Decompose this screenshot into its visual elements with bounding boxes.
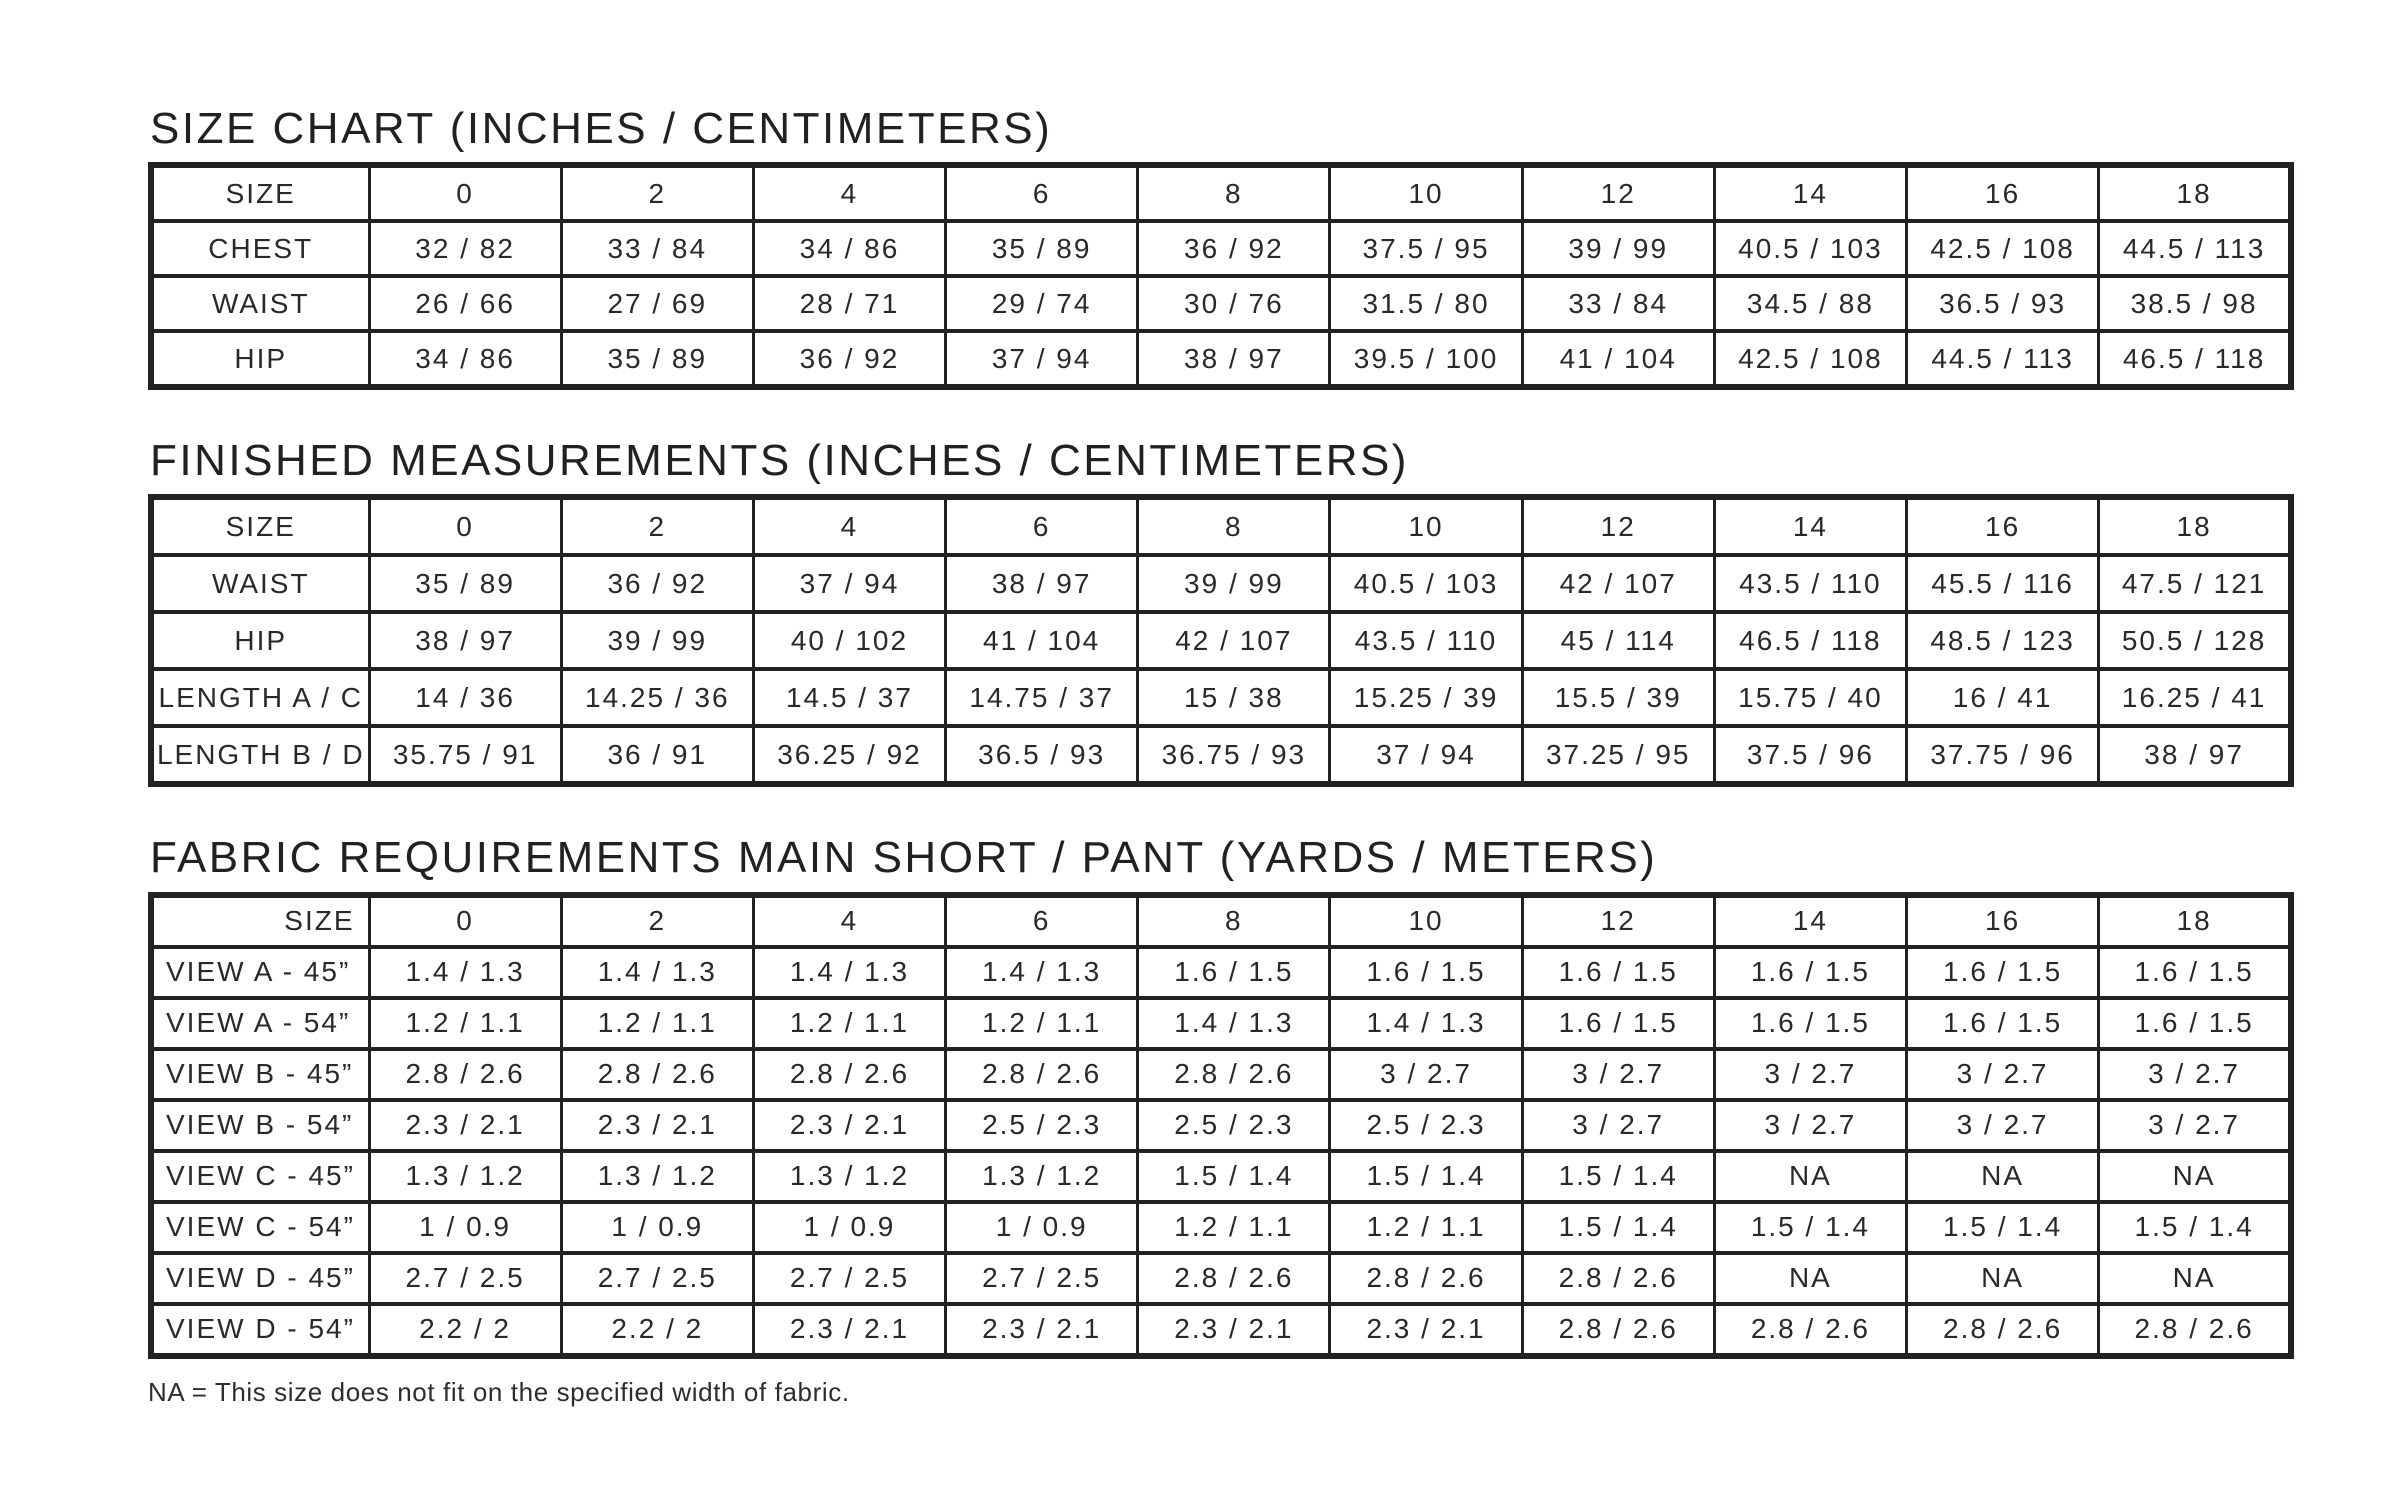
value-cell: 1.2 / 1.1 <box>946 998 1138 1049</box>
table-row <box>151 1100 2291 1151</box>
value-cell: 1.6 / 1.5 <box>1714 947 1906 998</box>
value-cell: 29 / 74 <box>946 276 1138 331</box>
value-cell: 36 / 92 <box>1138 221 1330 276</box>
table-row <box>151 669 2291 726</box>
size-column-header: 12 <box>1522 895 1714 947</box>
fabric-requirements-table <box>148 892 2294 1359</box>
size-column-header: 4 <box>753 165 945 221</box>
value-cell: 15.25 / 39 <box>1330 669 1522 726</box>
table-row <box>151 1049 2291 1100</box>
size-column-header: 14 <box>1714 497 1906 555</box>
value-cell: 26 / 66 <box>369 276 561 331</box>
table-row <box>151 331 2291 387</box>
value-cell: 42 / 107 <box>1138 612 1330 669</box>
row-label: VIEW B - 45” <box>151 1049 369 1100</box>
row-label: VIEW A - 45” <box>151 947 369 998</box>
value-cell: 31.5 / 80 <box>1330 276 1522 331</box>
value-cell: 50.5 / 128 <box>2099 612 2291 669</box>
size-column-header: 14 <box>1714 165 1906 221</box>
value-cell: 14.75 / 37 <box>946 669 1138 726</box>
value-cell: 1 / 0.9 <box>753 1202 945 1253</box>
value-cell: 37.75 / 96 <box>1907 726 2099 784</box>
value-cell: 1.5 / 1.4 <box>2099 1202 2291 1253</box>
row-label: LENGTH B / D <box>151 726 369 784</box>
size-column-header: 2 <box>561 895 753 947</box>
value-cell: 35 / 89 <box>561 331 753 387</box>
value-cell: 3 / 2.7 <box>1522 1049 1714 1100</box>
row-label: VIEW C - 45” <box>151 1151 369 1202</box>
value-cell: 2.3 / 2.1 <box>1138 1304 1330 1356</box>
fabric-requirements-table-host <box>148 892 2296 1359</box>
value-cell: 40.5 / 103 <box>1714 221 1906 276</box>
value-cell: 36.75 / 93 <box>1138 726 1330 784</box>
value-cell: 34.5 / 88 <box>1714 276 1906 331</box>
value-cell: 34 / 86 <box>369 331 561 387</box>
value-cell: 40.5 / 103 <box>1330 555 1522 612</box>
value-cell: 27 / 69 <box>561 276 753 331</box>
value-cell: 37.25 / 95 <box>1522 726 1714 784</box>
value-cell: NA <box>1907 1253 2099 1304</box>
value-cell: 42.5 / 108 <box>1714 331 1906 387</box>
row-label: LENGTH A / C <box>151 669 369 726</box>
value-cell: 2.7 / 2.5 <box>561 1253 753 1304</box>
value-cell: 2.5 / 2.3 <box>1330 1100 1522 1151</box>
value-cell: 15.5 / 39 <box>1522 669 1714 726</box>
size-column-header: 10 <box>1330 895 1522 947</box>
value-cell: 1.3 / 1.2 <box>369 1151 561 1202</box>
value-cell: 3 / 2.7 <box>1907 1100 2099 1151</box>
value-cell: NA <box>2099 1253 2291 1304</box>
value-cell: 1.4 / 1.3 <box>1138 998 1330 1049</box>
value-cell: 1.6 / 1.5 <box>1522 998 1714 1049</box>
value-cell: 36 / 92 <box>561 555 753 612</box>
value-cell: NA <box>1714 1151 1906 1202</box>
size-column-header: 6 <box>946 165 1138 221</box>
value-cell: 37.5 / 96 <box>1714 726 1906 784</box>
value-cell: 2.3 / 2.1 <box>369 1100 561 1151</box>
size-column-header: 0 <box>369 895 561 947</box>
value-cell: 2.8 / 2.6 <box>1714 1304 1906 1356</box>
document-content <box>148 0 2296 1408</box>
table-row <box>151 555 2291 612</box>
value-cell: 42 / 107 <box>1522 555 1714 612</box>
value-cell: 3 / 2.7 <box>1330 1049 1522 1100</box>
table-row <box>151 276 2291 331</box>
value-cell: 43.5 / 110 <box>1330 612 1522 669</box>
table-row <box>151 726 2291 784</box>
size-column-header: 4 <box>753 497 945 555</box>
value-cell: 2.3 / 2.1 <box>946 1304 1138 1356</box>
size-column-header: 2 <box>561 165 753 221</box>
value-cell: 1 / 0.9 <box>369 1202 561 1253</box>
value-cell: 2.7 / 2.5 <box>753 1253 945 1304</box>
table-row <box>151 1253 2291 1304</box>
row-label: VIEW A - 54” <box>151 998 369 1049</box>
value-cell: 36.5 / 93 <box>1907 276 2099 331</box>
row-label: VIEW B - 54” <box>151 1100 369 1151</box>
row-label: WAIST <box>151 555 369 612</box>
finished-measurements-table <box>148 494 2294 787</box>
value-cell: 1.4 / 1.3 <box>369 947 561 998</box>
size-header-row <box>151 497 2291 555</box>
value-cell: 2.3 / 2.1 <box>561 1100 753 1151</box>
size-column-header: 16 <box>1907 497 2099 555</box>
value-cell: 39 / 99 <box>1138 555 1330 612</box>
row-label: HIP <box>151 331 369 387</box>
value-cell: 45.5 / 116 <box>1907 555 2099 612</box>
value-cell: 37 / 94 <box>1330 726 1522 784</box>
value-cell: 34 / 86 <box>753 221 945 276</box>
size-column-header: 18 <box>2099 165 2291 221</box>
value-cell: 2.8 / 2.6 <box>1522 1304 1714 1356</box>
value-cell: 1.6 / 1.5 <box>2099 947 2291 998</box>
value-cell: 1.6 / 1.5 <box>1330 947 1522 998</box>
size-column-header: 0 <box>369 165 561 221</box>
value-cell: 2.8 / 2.6 <box>369 1049 561 1100</box>
value-cell: 16.25 / 41 <box>2099 669 2291 726</box>
value-cell: 3 / 2.7 <box>2099 1100 2291 1151</box>
value-cell: 46.5 / 118 <box>1714 612 1906 669</box>
size-column-header: 16 <box>1907 895 2099 947</box>
table-row <box>151 1202 2291 1253</box>
value-cell: 2.8 / 2.6 <box>2099 1304 2291 1356</box>
value-cell: 2.8 / 2.6 <box>561 1049 753 1100</box>
value-cell: 2.8 / 2.6 <box>753 1049 945 1100</box>
value-cell: 1.2 / 1.1 <box>753 998 945 1049</box>
value-cell: 3 / 2.7 <box>2099 1049 2291 1100</box>
table-row <box>151 998 2291 1049</box>
value-cell: 1.3 / 1.2 <box>561 1151 753 1202</box>
value-cell: 35 / 89 <box>946 221 1138 276</box>
size-corner-label: SIZE <box>151 497 369 555</box>
value-cell: 36 / 91 <box>561 726 753 784</box>
size-column-header: 8 <box>1138 165 1330 221</box>
size-chart-table-host <box>148 162 2296 390</box>
size-column-header: 6 <box>946 895 1138 947</box>
value-cell: 1.6 / 1.5 <box>1907 998 2099 1049</box>
value-cell: NA <box>1907 1151 2099 1202</box>
value-cell: 1.4 / 1.3 <box>1330 998 1522 1049</box>
value-cell: 1.3 / 1.2 <box>753 1151 945 1202</box>
size-column-header: 10 <box>1330 165 1522 221</box>
value-cell: 1.5 / 1.4 <box>1330 1151 1522 1202</box>
table-row <box>151 1304 2291 1356</box>
value-cell: NA <box>1714 1253 1906 1304</box>
value-cell: 28 / 71 <box>753 276 945 331</box>
size-corner-label: SIZE <box>151 895 369 947</box>
value-cell: 1.6 / 1.5 <box>1907 947 2099 998</box>
value-cell: 1.5 / 1.4 <box>1907 1202 2099 1253</box>
size-column-header: 2 <box>561 497 753 555</box>
size-column-header: 10 <box>1330 497 1522 555</box>
value-cell: 30 / 76 <box>1138 276 1330 331</box>
value-cell: 3 / 2.7 <box>1714 1049 1906 1100</box>
size-column-header: 16 <box>1907 165 2099 221</box>
value-cell: 39.5 / 100 <box>1330 331 1522 387</box>
value-cell: 37 / 94 <box>946 331 1138 387</box>
value-cell: 1.3 / 1.2 <box>946 1151 1138 1202</box>
value-cell: 1 / 0.9 <box>561 1202 753 1253</box>
value-cell: 1.6 / 1.5 <box>1714 998 1906 1049</box>
value-cell: 1.2 / 1.1 <box>1138 1202 1330 1253</box>
finished-measurements-table-host <box>148 494 2296 787</box>
value-cell: 35 / 89 <box>369 555 561 612</box>
row-label: WAIST <box>151 276 369 331</box>
value-cell: 38 / 97 <box>946 555 1138 612</box>
size-column-header: 8 <box>1138 895 1330 947</box>
value-cell: 1.5 / 1.4 <box>1714 1202 1906 1253</box>
table-row <box>151 1151 2291 1202</box>
value-cell: 3 / 2.7 <box>1907 1049 2099 1100</box>
value-cell: 39 / 99 <box>561 612 753 669</box>
table-row <box>151 221 2291 276</box>
value-cell: 1.4 / 1.3 <box>561 947 753 998</box>
value-cell: 44.5 / 113 <box>1907 331 2099 387</box>
size-corner-label: SIZE <box>151 165 369 221</box>
row-label: VIEW C - 54” <box>151 1202 369 1253</box>
value-cell: 3 / 2.7 <box>1522 1100 1714 1151</box>
value-cell: 1.2 / 1.1 <box>369 998 561 1049</box>
size-column-header: 8 <box>1138 497 1330 555</box>
value-cell: 15 / 38 <box>1138 669 1330 726</box>
value-cell: 44.5 / 113 <box>2099 221 2291 276</box>
value-cell: 3 / 2.7 <box>1714 1100 1906 1151</box>
size-chart-table <box>148 162 2294 390</box>
row-label: CHEST <box>151 221 369 276</box>
size-chart-title: SIZE CHART (INCHES / CENTIMETERS) <box>150 104 1053 153</box>
value-cell: 47.5 / 121 <box>2099 555 2291 612</box>
value-cell: 2.3 / 2.1 <box>753 1100 945 1151</box>
size-column-header: 14 <box>1714 895 1906 947</box>
value-cell: 1.4 / 1.3 <box>753 947 945 998</box>
value-cell: 38.5 / 98 <box>2099 276 2291 331</box>
size-column-header: 12 <box>1522 165 1714 221</box>
value-cell: 36 / 92 <box>753 331 945 387</box>
value-cell: 43.5 / 110 <box>1714 555 1906 612</box>
row-label: VIEW D - 45” <box>151 1253 369 1304</box>
size-column-header: 0 <box>369 497 561 555</box>
value-cell: 33 / 84 <box>1522 276 1714 331</box>
value-cell: 2.7 / 2.5 <box>369 1253 561 1304</box>
size-column-header: 4 <box>753 895 945 947</box>
value-cell: NA <box>2099 1151 2291 1202</box>
value-cell: 38 / 97 <box>1138 331 1330 387</box>
value-cell: 38 / 97 <box>369 612 561 669</box>
value-cell: 37.5 / 95 <box>1330 221 1522 276</box>
size-column-header: 18 <box>2099 497 2291 555</box>
value-cell: 2.2 / 2 <box>561 1304 753 1356</box>
size-column-header: 6 <box>946 497 1138 555</box>
value-cell: 36.5 / 93 <box>946 726 1138 784</box>
value-cell: 2.5 / 2.3 <box>946 1100 1138 1151</box>
value-cell: 38 / 97 <box>2099 726 2291 784</box>
value-cell: 40 / 102 <box>753 612 945 669</box>
row-label: VIEW D - 54” <box>151 1304 369 1356</box>
value-cell: 33 / 84 <box>561 221 753 276</box>
value-cell: 1.6 / 1.5 <box>1138 947 1330 998</box>
value-cell: 14 / 36 <box>369 669 561 726</box>
value-cell: 36.25 / 92 <box>753 726 945 784</box>
na-footnote: NA = This size does not fit on the specified width of fabric. <box>148 1376 850 1407</box>
value-cell: 2.8 / 2.6 <box>1522 1253 1714 1304</box>
value-cell: 16 / 41 <box>1907 669 2099 726</box>
value-cell: 42.5 / 108 <box>1907 221 2099 276</box>
value-cell: 2.8 / 2.6 <box>1907 1304 2099 1356</box>
value-cell: 46.5 / 118 <box>2099 331 2291 387</box>
value-cell: 1.6 / 1.5 <box>1522 947 1714 998</box>
size-column-header: 18 <box>2099 895 2291 947</box>
table-row <box>151 947 2291 998</box>
fabric-requirements-title: FABRIC REQUIREMENTS MAIN SHORT / PANT (YARDS / METERS) <box>150 833 1658 883</box>
value-cell: 1.5 / 1.4 <box>1138 1151 1330 1202</box>
value-cell: 39 / 99 <box>1522 221 1714 276</box>
value-cell: 1.4 / 1.3 <box>946 947 1138 998</box>
value-cell: 2.8 / 2.6 <box>1138 1049 1330 1100</box>
finished-measurements-title: FINISHED MEASUREMENTS (INCHES / CENTIMETERS) <box>150 436 1409 486</box>
value-cell: 2.3 / 2.1 <box>1330 1304 1522 1356</box>
value-cell: 1.5 / 1.4 <box>1522 1151 1714 1202</box>
value-cell: 37 / 94 <box>753 555 945 612</box>
value-cell: 45 / 114 <box>1522 612 1714 669</box>
value-cell: 41 / 104 <box>946 612 1138 669</box>
value-cell: 1.2 / 1.1 <box>1330 1202 1522 1253</box>
value-cell: 1.5 / 1.4 <box>1522 1202 1714 1253</box>
value-cell: 48.5 / 123 <box>1907 612 2099 669</box>
size-header-row <box>151 895 2291 947</box>
value-cell: 2.8 / 2.6 <box>1138 1253 1330 1304</box>
size-column-header: 12 <box>1522 497 1714 555</box>
table-row <box>151 612 2291 669</box>
value-cell: 2.5 / 2.3 <box>1138 1100 1330 1151</box>
value-cell: 14.5 / 37 <box>753 669 945 726</box>
value-cell: 2.7 / 2.5 <box>946 1253 1138 1304</box>
row-label: HIP <box>151 612 369 669</box>
size-header-row <box>151 165 2291 221</box>
value-cell: 2.2 / 2 <box>369 1304 561 1356</box>
value-cell: 1 / 0.9 <box>946 1202 1138 1253</box>
value-cell: 2.8 / 2.6 <box>1330 1253 1522 1304</box>
value-cell: 41 / 104 <box>1522 331 1714 387</box>
value-cell: 14.25 / 36 <box>561 669 753 726</box>
value-cell: 1.6 / 1.5 <box>2099 998 2291 1049</box>
value-cell: 2.8 / 2.6 <box>946 1049 1138 1100</box>
value-cell: 32 / 82 <box>369 221 561 276</box>
value-cell: 15.75 / 40 <box>1714 669 1906 726</box>
value-cell: 2.3 / 2.1 <box>753 1304 945 1356</box>
value-cell: 1.2 / 1.1 <box>561 998 753 1049</box>
value-cell: 35.75 / 91 <box>369 726 561 784</box>
